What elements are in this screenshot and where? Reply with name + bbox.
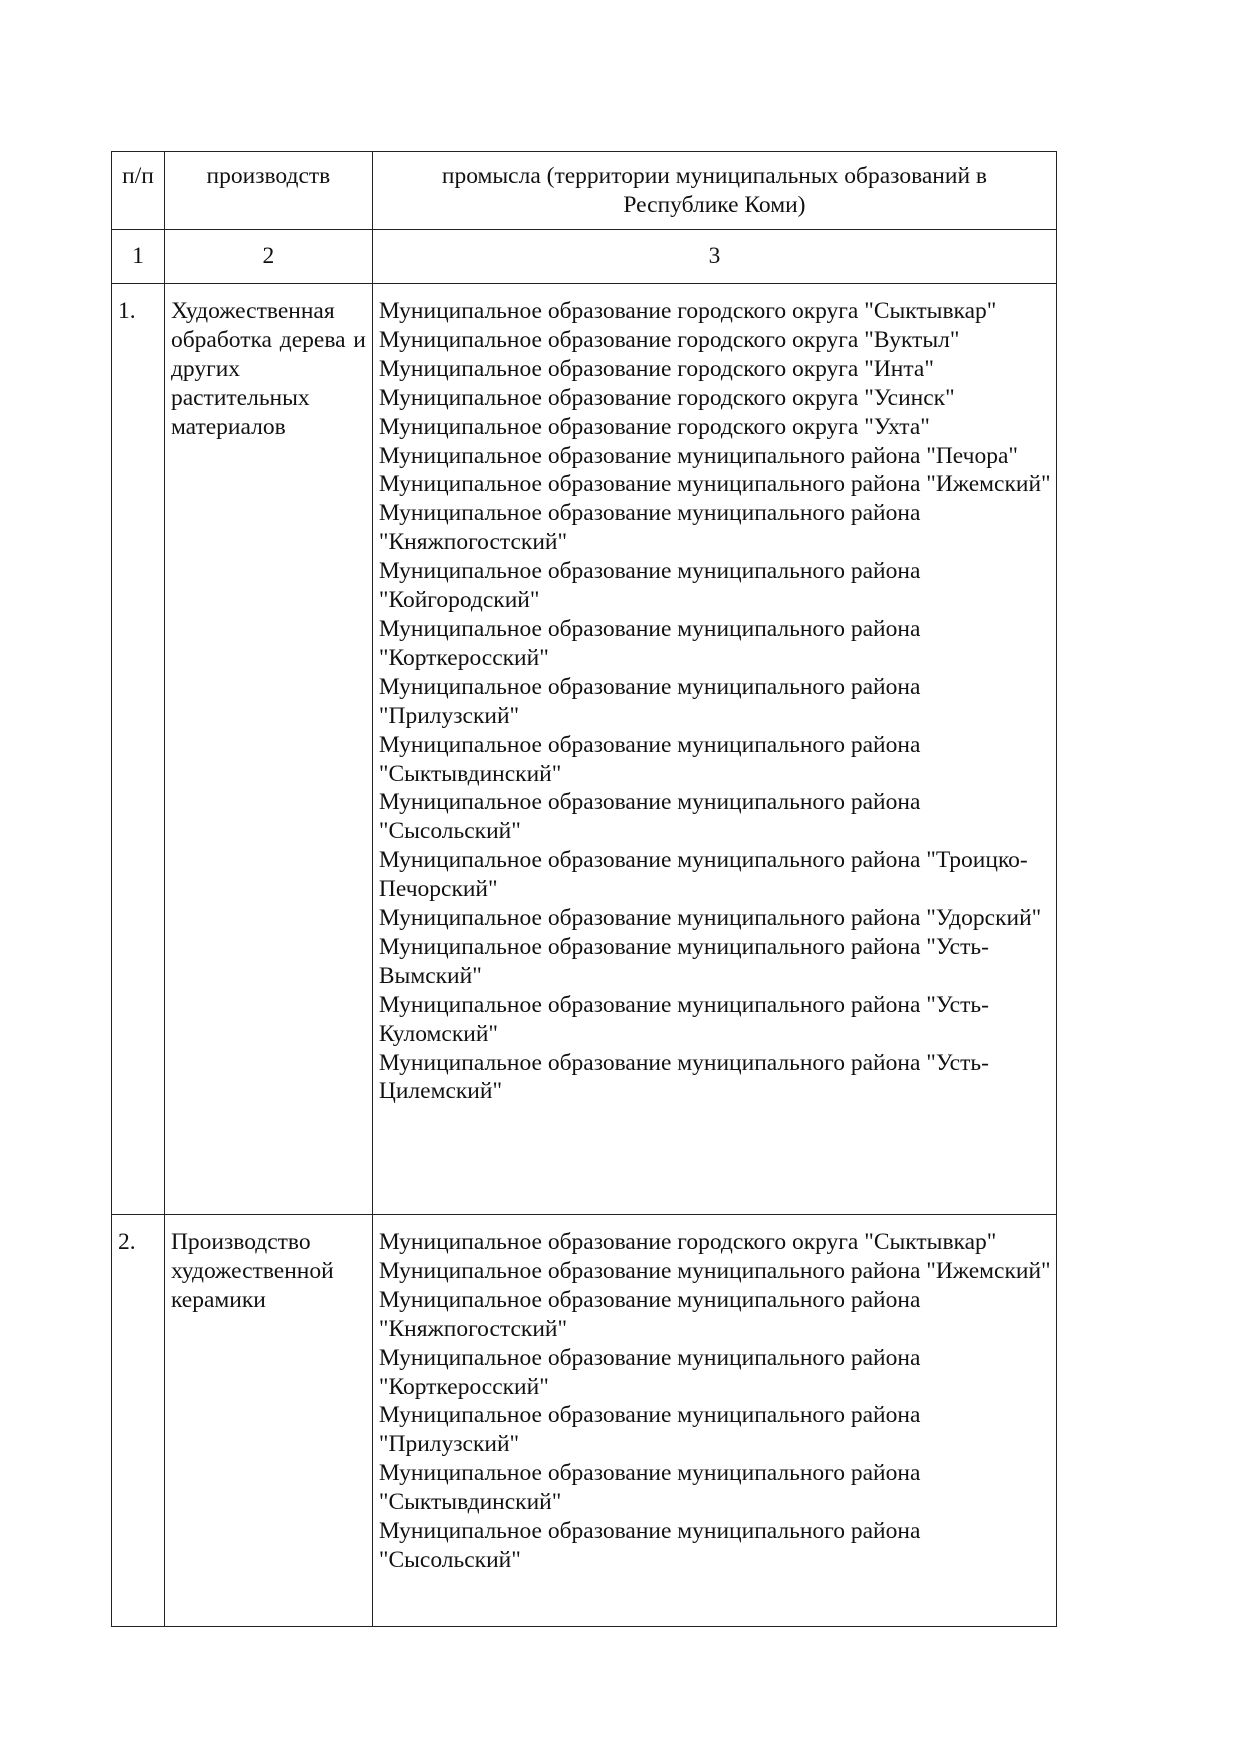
territory-item: Муниципальное образование муниципального района "Усть-Куломский" <box>378 991 989 1047</box>
territory-item: Муниципальное образование городского округа "Ухта" <box>378 413 930 440</box>
column-number: 3 <box>372 230 1056 284</box>
territory-item: Муниципальное образование муниципального района "Корткеросский" <box>378 1344 921 1400</box>
territory-item: Муниципальное образование муниципального района "Княжпогостский" <box>378 500 921 556</box>
territory-item: Муниципальное образование муниципального района "Печора" <box>378 442 1018 469</box>
header-number: п/п <box>112 152 165 230</box>
column-numbers-row <box>112 230 1057 284</box>
territory-item: Муниципальное образование муниципального района "Усть-Вымский" <box>378 933 989 989</box>
territory-list <box>372 1215 1056 1627</box>
row-number: 2. <box>112 1215 165 1627</box>
territory-item: Муниципальное образование муниципального района "Сысольский" <box>378 1518 921 1573</box>
territory-item: Муниципальное образование городского округа "Усинск" <box>378 384 955 411</box>
territory-item: Муниципальное образование муниципального района "Прилузский" <box>378 1402 921 1458</box>
territory-item: Муниципальное образование городского округа "Сыктывкар" <box>378 1229 997 1255</box>
header-production: производств <box>164 152 372 230</box>
territory-item: Муниципальное образование муниципального района "Койгородский" <box>378 558 921 614</box>
territory-item: Муниципальное образование городского округа "Сыктывкар" <box>378 298 997 324</box>
territory-item: Муниципальное образование городского округа "Инта" <box>378 355 934 382</box>
territory-item: Муниципальное образование муниципального района "Сысольский" <box>378 789 921 845</box>
territory-item: Муниципальное образование муниципального района "Княжпогостский" <box>378 1286 921 1342</box>
table-row <box>112 1215 1057 1627</box>
territory-item: Муниципальное образование муниципального района "Корткеросский" <box>378 615 921 671</box>
production-name: Художественная обработка дерева и других растительных материалов <box>164 284 372 1215</box>
territory-item: Муниципальное образование муниципального района "Прилузский" <box>378 673 921 729</box>
table-row <box>112 284 1057 1215</box>
territory-item: Муниципальное образование городского округа "Вуктыл" <box>378 326 960 353</box>
column-number: 1 <box>112 230 165 284</box>
column-number: 2 <box>164 230 372 284</box>
table-header-row <box>112 152 1057 230</box>
territory-item: Муниципальное образование муниципального района "Усть-Цилемский" <box>378 1049 989 1105</box>
row-number: 1. <box>112 284 165 1215</box>
territory-item: Муниципальное образование муниципального района "Сыктывдинский" <box>378 731 921 787</box>
territory-item: Муниципальное образование муниципального района "Троицко-Печорский" <box>378 847 1028 903</box>
production-name: Производство художественной керамики <box>164 1215 372 1627</box>
crafts-territories-table <box>111 151 1057 1627</box>
territory-item: Муниципальное образование муниципального района "Удорский" <box>378 905 1042 932</box>
territory-item: Муниципальное образование муниципального района "Сыктывдинский" <box>378 1460 921 1516</box>
territory-item: Муниципальное образование муниципального района "Ижемский" <box>378 1257 1051 1284</box>
territory-list <box>372 284 1056 1215</box>
territory-item: Муниципальное образование муниципального района "Ижемский" <box>378 471 1051 498</box>
header-territories: промысла (территории муниципальных образований в Республике Коми) <box>372 152 1056 230</box>
